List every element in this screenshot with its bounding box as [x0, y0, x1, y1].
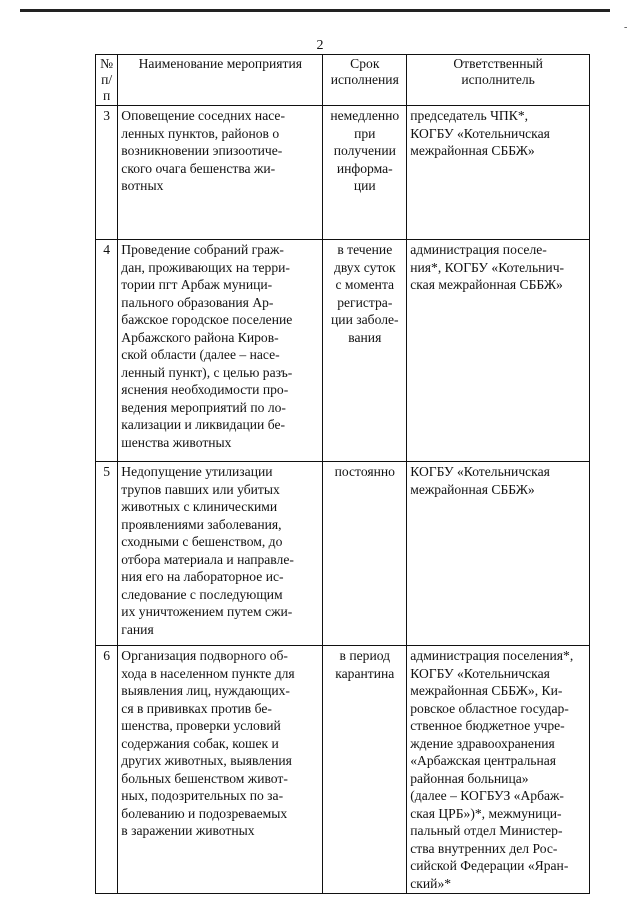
measure-responsible: председатель ЧПК*, КОГБУ «Котельничская межрайонная СББЖ» — [407, 106, 590, 240]
measure-responsible: администрация поселения*, КОГБУ «Котельничская межрайонная СББЖ», Ки- ровское областное государ- ственное бюджетное учре- ждение здравоохранения «Арбажская центральная районная больница» (далее – КОГБУЗ «Арбаж- ская ЦРБ»)*, межмуници- пальный отдел Министер- ства внутренних дел Рос- сийской Федерации «Яран- ский»* — [407, 646, 590, 894]
measure-term: постоянно — [323, 462, 407, 646]
measure-name: Проведение собраний граж- дан, проживающих на терри- тории пгт Арбаж муници- пального образования Ар- бажское городское поселение Арбажского района Киров- ской области (далее – насе- ленный пункт), с целью разъ- яснения необходимости про- ведения мероприятий по ло- кализации и ликвидации бе- шенства животных — [118, 240, 323, 462]
row-number: 3 — [96, 106, 118, 240]
measure-responsible: администрация поселе- ния*, КОГБУ «Котельнич- ская межрайонная СББЖ» — [407, 240, 590, 462]
table-row — [96, 646, 590, 894]
header-number: № п/п — [96, 55, 118, 106]
top-border-rule — [20, 9, 610, 12]
row-number: 4 — [96, 240, 118, 462]
measure-name: Оповещение соседних насе- ленных пунктов, районов о возникновении эпизоотиче- ского очага бешенства жи- вотных — [118, 106, 323, 240]
measure-term: в период карантина — [323, 646, 407, 894]
table-row — [96, 106, 590, 240]
row-number: 5 — [96, 462, 118, 646]
measure-name: Организация подворного об- хода в населенном пункте для выявления лиц, нуждающих- ся в прививках против бе- шенства, проверки условий содержания собак, кошек и других животных, выявления больных бешенством живот- ных, подозрительных по за- болеванию и подозреваемых в заражении животных — [118, 646, 323, 894]
table-header-row — [96, 55, 590, 106]
measure-name: Недопущение утилизации трупов павших или убитых животных с клиническими проявлениями заболевания, сходными с бешенством, до отбора материала и направле- ния его на лабораторное ис- следование с последующим их уничтожением путем сжи- гания — [118, 462, 323, 646]
header-measure-name: Наименование мероприятия — [118, 55, 323, 106]
measure-term: немедленно при получении информа- ции — [323, 106, 407, 240]
measure-term: в течение двух суток с момента регистра- ции заболе- вания — [323, 240, 407, 462]
header-responsible: Ответственный исполнитель — [407, 55, 590, 106]
measure-responsible: КОГБУ «Котельничская межрайонная СББЖ» — [407, 462, 590, 646]
page-number: 2 — [316, 38, 324, 53]
margin-mark: - — [624, 22, 628, 33]
measures-table — [95, 54, 590, 894]
table-row — [96, 462, 590, 646]
table-row — [96, 240, 590, 462]
row-number: 6 — [96, 646, 118, 894]
header-term: Срок исполнения — [323, 55, 407, 106]
